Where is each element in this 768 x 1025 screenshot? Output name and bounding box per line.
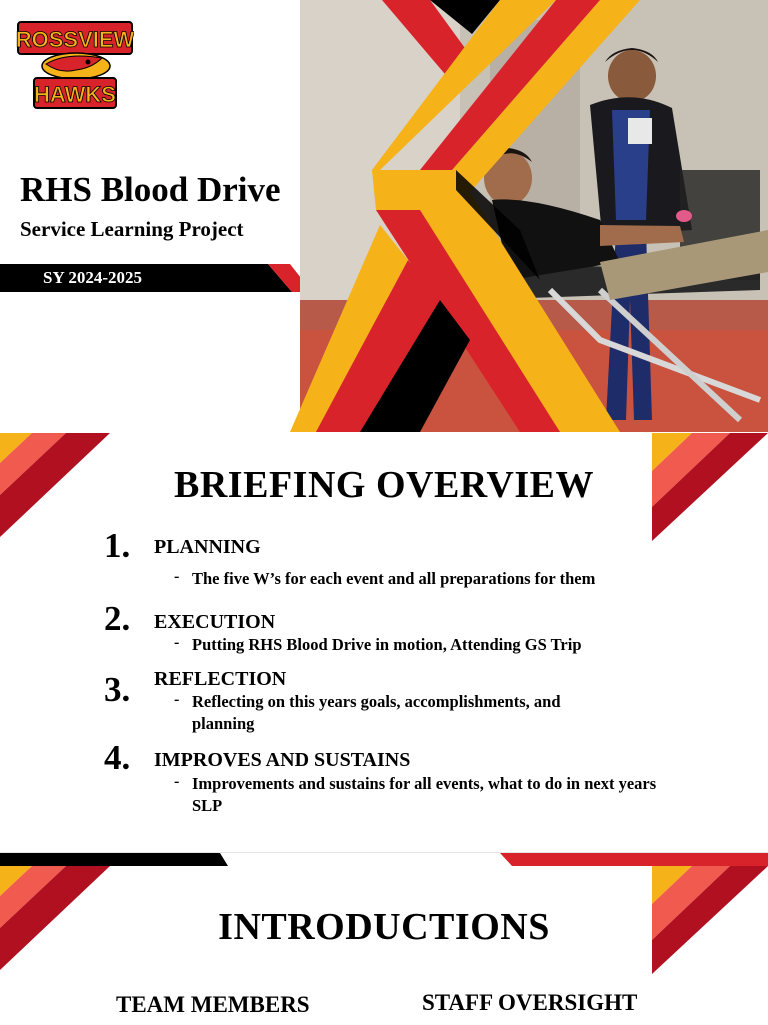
bullet-dash: - — [174, 691, 180, 708]
introductions-slide — [0, 852, 768, 1025]
briefing-heading: BRIEFING OVERVIEW — [174, 464, 594, 506]
item-number: 3. — [104, 670, 131, 709]
item-number: 1. — [104, 526, 131, 565]
bullet-dash: - — [174, 634, 180, 651]
title-slide — [0, 0, 768, 432]
team-members-heading: TEAM MEMBERS — [116, 992, 310, 1017]
svg-text:HAWKS: HAWKS — [34, 82, 116, 107]
item-detail-improves: Improvements and sustains for all events, what to do in next years SLP — [192, 774, 657, 815]
page-subtitle: Service Learning Project — [20, 217, 244, 241]
bullet-dash: - — [174, 568, 180, 585]
svg-text:ROSSVIEW: ROSSVIEW — [16, 27, 134, 52]
staff-oversight-heading: STAFF OVERSIGHT — [422, 990, 638, 1015]
item-detail-reflection: Reflecting on this years goals, accomplishments, and planning — [192, 692, 561, 733]
item-number: 2. — [104, 599, 131, 638]
school-logo — [16, 18, 134, 112]
item-title-execution: EXECUTION — [154, 611, 276, 633]
hawk-mascot-icon — [16, 18, 134, 112]
item-title-reflection: REFLECTION — [154, 668, 287, 690]
top-band — [0, 853, 768, 867]
item-number: 4. — [104, 738, 131, 777]
item-detail-execution: Putting RHS Blood Drive in motion, Attending GS Trip — [192, 635, 582, 654]
introductions-heading: INTRODUCTIONS — [218, 906, 550, 948]
school-year-label: SY 2024-2025 — [43, 268, 143, 287]
blood-drive-photo — [300, 0, 768, 432]
item-detail-planning: The five W’s for each event and all preparations for them — [192, 569, 596, 588]
briefing-slide — [0, 433, 768, 851]
page-title: RHS Blood Drive — [20, 170, 281, 209]
item-title-planning: PLANNING — [154, 536, 261, 558]
bullet-dash: - — [174, 773, 180, 790]
item-title-improves: IMPROVES AND SUSTAINS — [154, 749, 411, 771]
